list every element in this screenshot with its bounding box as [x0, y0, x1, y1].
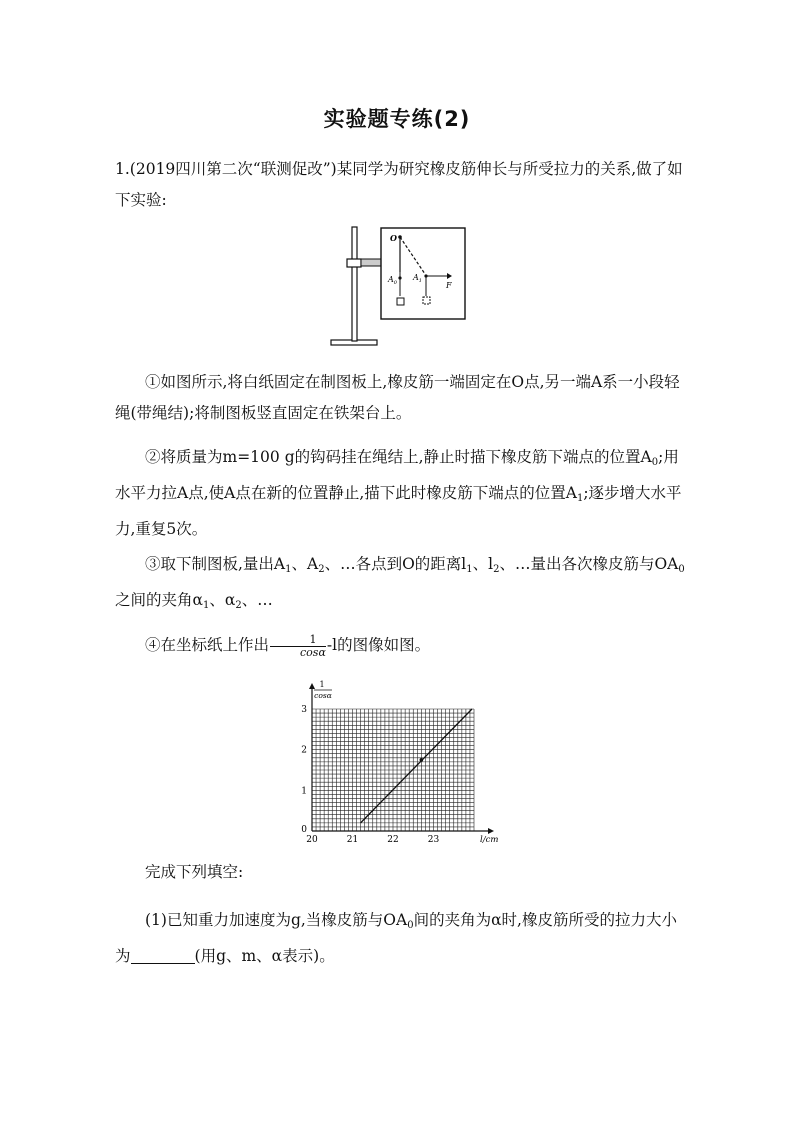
y-tick-label: 2	[301, 745, 307, 756]
clamp-block	[347, 259, 361, 267]
step-4: ④在坐标纸上作出 $\frac{1}{\cos\alpha}$ -l的图像如图。	[145, 632, 431, 659]
step-1: ①如图所示,将白纸固定在制图板上,橡皮筋一端固定在O点,另一端A系一小段轻绳(带绳结);将制图板竖直固定在铁架台上。	[115, 373, 680, 422]
x-tick-label: 23	[427, 835, 440, 845]
question-intro-text: 某同学为研究橡皮筋伸长与所受拉力的关系,做了如下实验:	[115, 160, 683, 209]
step-2: ②将质量为m=100 g的钩码挂在绳结上,静止时描下橡皮筋下端点的位置$A_0$;用水平力拉A点,使A点在新的位置静止,描下此时橡皮筋下端点的位置$A_1$;逐步增大水平力,重复5次。	[115, 448, 682, 538]
question-source: (2019四川第二次“联测促改”)	[129, 160, 337, 178]
y-tick-label: 1	[301, 786, 307, 797]
weight-a0	[397, 298, 404, 305]
apparatus-figure	[325, 222, 470, 352]
question-1-intro	[115, 154, 687, 216]
label-f: F	[446, 281, 452, 290]
stand-rod	[352, 227, 357, 341]
step-3: ③取下制图板,量出$A_1$、$A_2$、…各点到O的距离$l_1$、$l_2$、…量出各次橡皮筋与$OA_0$之间的夹角$\alpha_1$、$\alpha_2$、…	[115, 555, 685, 611]
fraction-one-over-cos: $\frac{1}{\cos\alpha}$	[270, 634, 326, 659]
y-axis-arrow	[309, 683, 315, 689]
y-axis-label-denominator: cosα	[314, 691, 332, 700]
point-a0	[398, 276, 401, 279]
fill-in-title: 完成下列填空:	[145, 863, 244, 881]
question-number: 1.	[115, 160, 130, 178]
label-a0: $A_0$	[388, 275, 397, 286]
y-axis-label-numerator: 1	[319, 680, 325, 689]
y-tick-label: 3	[301, 705, 307, 715]
x-axis-label: l/cm	[480, 835, 499, 845]
x-tick-label: 22	[387, 835, 399, 845]
data-point	[420, 758, 424, 762]
x-tick-label: 21	[346, 835, 359, 845]
y-tick-label: 0	[301, 825, 307, 835]
part-1: (1)已知重力加速度为g,当橡皮筋与$OA_0$间的夹角为α时,橡皮筋所受的拉力大小为 (用g、m、α表示)。	[115, 911, 677, 965]
x-tick-label: 20	[306, 835, 318, 845]
answer-blank[interactable]	[131, 947, 195, 964]
label-o: O	[390, 233, 397, 243]
label-a1: $A_1$	[413, 273, 422, 284]
graph-1-over-cos-vs-l	[290, 675, 505, 850]
page-title: 实验题专练(2)	[323, 107, 471, 131]
weight-a1	[423, 297, 430, 304]
x-axis-arrow	[488, 828, 494, 834]
